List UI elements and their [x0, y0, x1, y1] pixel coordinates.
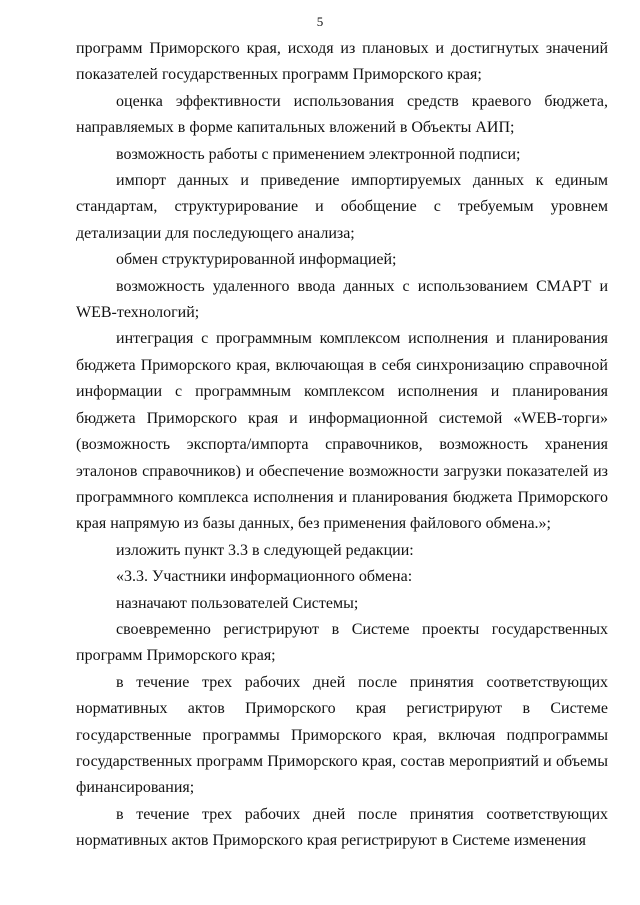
paragraph-amend-clause: изложить пункт 3.3 в следующей редакции: — [116, 541, 414, 559]
paragraph-assign-users: назначают пользователей Системы; — [116, 594, 359, 612]
paragraph-clause-heading: «3.3. Участники информационного обмена: — [116, 568, 413, 586]
paragraph-integration: интеграция с программным комплексом исполнения и планирования бюджета Приморского края, включающая в себя синхронизацию справочной информации с программным комплексом исполнения и планирования бюджета Приморского края и информационной системой «WEB-торги» (возможность экспорта/импорта справочников, возможность хранения эталонов справочников) и обеспечение возможности загрузки показателей из программного комплекса исполнения и планирования бюджета Приморского края напрямую из базы данных, без применения файлового обмена.»; — [76, 330, 608, 533]
paragraph-register-programs: в течение трех рабочих дней после принятия соответствующих нормативных актов Приморского края регистрируют в Системе государственные программы Приморского края, включая подпрограммы государственных программ Приморского края, состав мероприятий и объемы финансирования; — [76, 673, 608, 797]
paragraph-efficiency-assessment: оценка эффективности использования средств краевого бюджета, направляемых в форме капитальных вложений в Объекты АИП; — [76, 92, 608, 137]
page-number: 5 — [316, 14, 324, 29]
paragraph-information-exchange: обмен структурированной информацией; — [116, 251, 397, 269]
paragraph-remote-input: возможность удаленного ввода данных с использованием СМАРТ и WEB-технологий; — [76, 277, 608, 322]
paragraph-electronic-signature: возможность работы с применением электронной подписи; — [116, 145, 521, 163]
paragraph-data-import: импорт данных и приведение импортируемых данных к единым стандартам, структурирование и обобщение с требуемым уровнем детализации для последующего анализа; — [76, 172, 608, 242]
document-body — [76, 36, 608, 855]
paragraph-continuation: программ Приморского края, исходя из плановых и достигнутых значений показателей государственных программ Приморского края; — [76, 40, 608, 84]
paragraph-register-changes: в течение трех рабочих дней после принятия соответствующих нормативных актов Приморского края регистрируют в Системе изменения — [76, 805, 608, 850]
paragraph-register-drafts: своевременно регистрируют в Системе проекты государственных программ Приморского края; — [76, 620, 608, 665]
